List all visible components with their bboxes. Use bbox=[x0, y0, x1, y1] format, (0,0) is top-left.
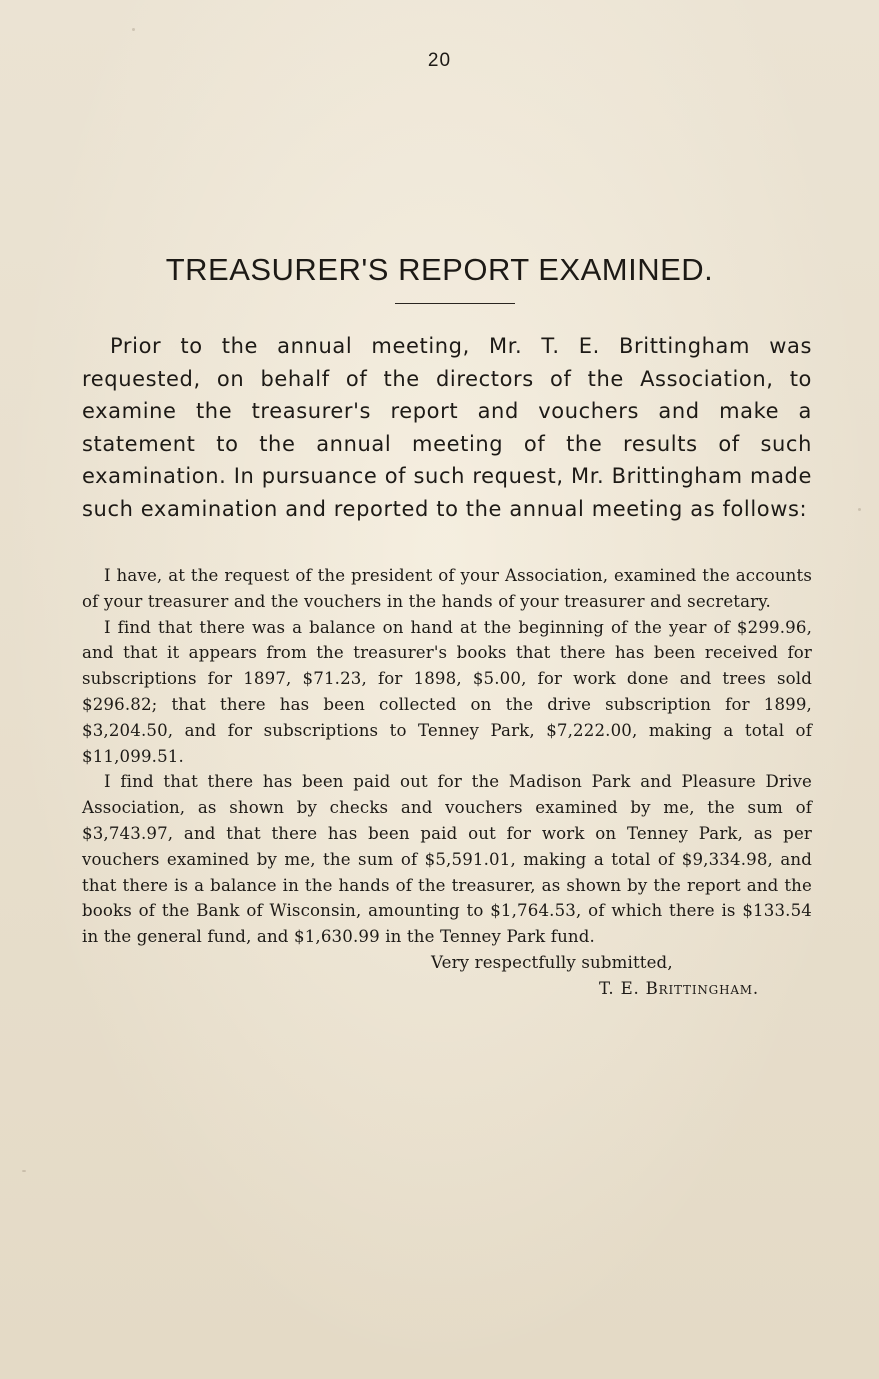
intro-paragraph bbox=[82, 330, 812, 526]
letter-paragraph-1: I have, at the request of the president of your Association, examined the accounts of your treasurer and the vouchers in the hands of your treasurer and secretary. bbox=[82, 566, 812, 611]
treasurer-letter bbox=[82, 563, 812, 1002]
paper-speck bbox=[22, 1170, 26, 1172]
letter-paragraph-3: I find that there has been paid out for the Madison Park and Pleasure Drive Association, as shown by checks and vouchers examined by me, the sum of $3,743.97, and that there has been paid out for work on Tenney Park, as per vouchers examined by me, the sum of $5,591.01, making a total of $9,334.98, and that there is a balance in the hands of the treasurer, as shown by the report and the books of the Bank of Wisconsin, amounting to $1,764.53, of which there is $133.54 in the general fund, and $1,630.99 in the Tenney Park fund. bbox=[82, 772, 812, 947]
letter-paragraph-2: I find that there was a balance on hand at the beginning of the year of $299.96, and that it appears from the treasurer's books that there has been received for subscriptions for 1897, $71.23, for 1898, $5.00, for work done and trees sold $296.82; that there has been collected on the drive subscription for 1899, $3,204.50, and for subscriptions to Tenney Park, $7,222.00, making a total of $11,099.51. bbox=[82, 617, 812, 766]
letter-closing: Very respectfully submitted, bbox=[431, 952, 673, 972]
page-title: TREASURER'S REPORT EXAMINED. bbox=[165, 252, 714, 287]
intro-text: Prior to the annual meeting, Mr. T. E. Brittingham was requested, on behalf of the directors of the Association, to examine the treasurer's report and vouchers and make a statement to the annual meeting of the results of such examination. In pursuance of such request, Mr. Brittingham made such examination and reported to the annual meeting as follows: bbox=[82, 334, 812, 521]
letter-closing-block bbox=[82, 950, 812, 1002]
page-number: 20 bbox=[427, 50, 452, 71]
paper-speck bbox=[132, 28, 135, 31]
title-divider bbox=[395, 303, 515, 304]
paper-speck bbox=[858, 508, 861, 511]
letter-signature: T. E. Brittingham. bbox=[599, 978, 759, 998]
